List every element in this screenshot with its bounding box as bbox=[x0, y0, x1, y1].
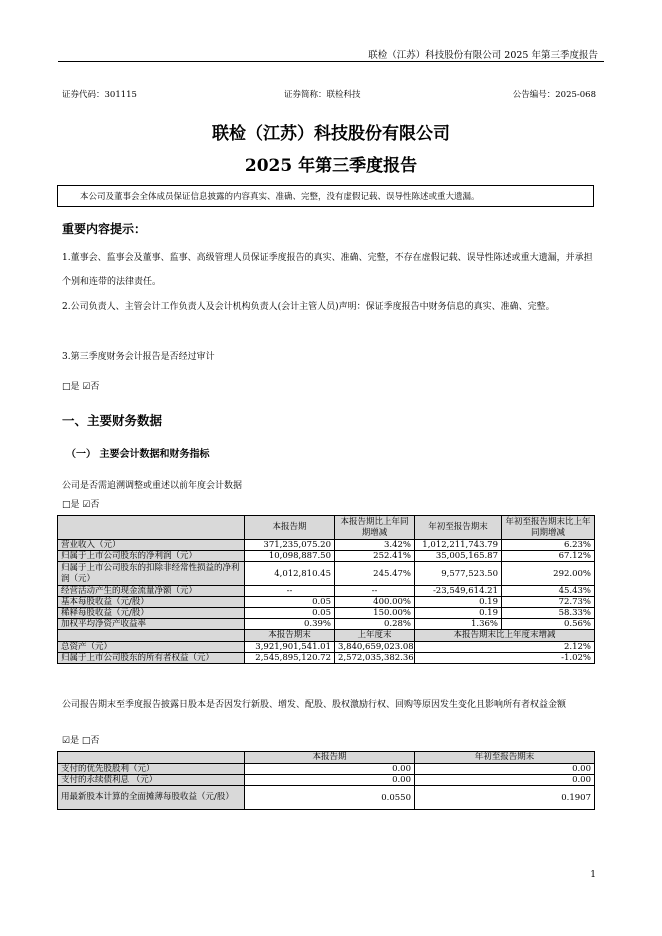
table-header-cell: 年初至报告期末 bbox=[415, 516, 502, 540]
table-header-row bbox=[58, 752, 595, 764]
table-cell: 0.05 bbox=[245, 608, 335, 619]
row-label: 归属于上市公司股东的所有者权益（元） bbox=[58, 653, 245, 664]
table-cell: 10,098,887.50 bbox=[245, 551, 335, 562]
table-header-cell: 本报告期 bbox=[245, 516, 335, 540]
table-cell: -1.02% bbox=[415, 653, 595, 664]
table-header-row bbox=[58, 516, 595, 540]
row-label: 归属于上市公司股东的扣除非经常性损益的净利润（元） bbox=[58, 562, 245, 586]
table-header-cell bbox=[58, 516, 245, 540]
financial-data-table bbox=[57, 515, 595, 664]
table-cell: 252.41% bbox=[335, 551, 415, 562]
table-cell: 0.19 bbox=[415, 597, 502, 608]
item-3: 3.第三季度财务会计报告是否经过审计 bbox=[62, 352, 215, 362]
table-cell: 0.0550 bbox=[245, 786, 415, 810]
table-cell: 2,572,035,382.36 bbox=[335, 653, 415, 664]
table-header-cell: 年初至报告期末比上年同期增减 bbox=[502, 516, 595, 540]
row-label: 归属于上市公司股东的净利润（元） bbox=[58, 551, 245, 562]
audit-choice: □是 ☑否 bbox=[62, 382, 100, 392]
table-cell: 9,577,523.50 bbox=[415, 562, 502, 586]
table-cell: 6.23% bbox=[502, 540, 595, 551]
table-cell: -23,549,614.21 bbox=[415, 586, 502, 597]
table-row bbox=[58, 775, 595, 786]
table-cell: -- bbox=[335, 586, 415, 597]
table-row bbox=[58, 551, 595, 562]
row-label: 支付的优先股股利（元） bbox=[58, 764, 245, 775]
table-cell: 67.12% bbox=[502, 551, 595, 562]
table-cell: 45.43% bbox=[502, 586, 595, 597]
table-row bbox=[58, 586, 595, 597]
table-cell: 0.00 bbox=[415, 775, 595, 786]
company-title: 联检（江苏）科技股份有限公司 bbox=[212, 124, 450, 144]
table-cell: 58.33% bbox=[502, 608, 595, 619]
table-row bbox=[58, 608, 595, 619]
table-header-cell: 本报告期 bbox=[245, 752, 415, 764]
item-2: 2.公司负责人、主管会计工作负责人及会计机构负责人(会计主管人员)声明：保证季度报告中财务信息的真实、准确、完整。 bbox=[62, 302, 555, 312]
table-cell: 4,012,810.45 bbox=[245, 562, 335, 586]
header-divider bbox=[58, 61, 604, 62]
table-cell: 0.39% bbox=[245, 619, 335, 630]
table-cell: 0.56% bbox=[502, 619, 595, 630]
table-cell: 72.73% bbox=[502, 597, 595, 608]
table-cell: 0.00 bbox=[415, 764, 595, 775]
row-label: 加权平均净资产收益率 bbox=[58, 619, 245, 630]
table-row bbox=[58, 764, 595, 775]
row-label: 基本每股收益（元/股） bbox=[58, 597, 245, 608]
table-cell: 3.42% bbox=[335, 540, 415, 551]
table-header-cell bbox=[58, 752, 245, 764]
row-label: 经营活动产生的现金流量净额（元） bbox=[58, 586, 245, 597]
table-cell: 2,545,895,120.72 bbox=[245, 653, 335, 664]
restate-question: 公司是否需追溯调整或重述以前年度会计数据 bbox=[62, 481, 243, 491]
page-number: 1 bbox=[590, 870, 596, 880]
row-label: 总资产（元） bbox=[58, 642, 245, 653]
table-row bbox=[58, 642, 595, 653]
row-label: 营业收入（元） bbox=[58, 540, 245, 551]
capital-change-choice: ☑是 □否 bbox=[62, 736, 100, 746]
table-cell: 3,840,659,023.08 bbox=[335, 642, 415, 653]
table-header-cell: 本报告期末比上年度末增减 bbox=[415, 630, 595, 642]
stock-code: 证券代码：301115 bbox=[62, 90, 137, 100]
row-label: 用最新股本计算的全面摊薄每股收益（元/股） bbox=[58, 786, 245, 810]
subsection-title: （一） 主要会计数据和财务指标 bbox=[66, 449, 210, 460]
important-heading: 重要内容提示： bbox=[62, 222, 147, 236]
section-title: 一、主要财务数据 bbox=[62, 413, 163, 428]
table-header-cell bbox=[58, 630, 245, 642]
table-cell: 400.00% bbox=[335, 597, 415, 608]
row-label: 支付的永续债利息 （元） bbox=[58, 775, 245, 786]
stock-name: 证券简称：联检科技 bbox=[284, 90, 361, 100]
table-cell: 0.05 bbox=[245, 597, 335, 608]
table-row bbox=[58, 619, 595, 630]
item-1: 1.董事会、监事会及董事、监事、高级管理人员保证季度报告的真实、准确、完整，不存在虚假记载、误导性陈述或重大遗漏，并承担个别和连带的法律责任。 bbox=[62, 253, 593, 287]
table-cell: 1,012,211,743.79 bbox=[415, 540, 502, 551]
table-header-cell: 本报告期末 bbox=[245, 630, 335, 642]
table-header-cell: 年初至报告期末 bbox=[415, 752, 595, 764]
table-header-cell: 本报告期比上年同期增减 bbox=[335, 516, 415, 540]
disclaimer-notice: 本公司及董事会全体成员保证信息披露的内容真实、准确、完整，没有虚假记载、误导性陈述或重大遗漏。 bbox=[57, 185, 594, 207]
running-header: 联检（江苏）科技股份有限公司 2025 年第三季度报告 bbox=[368, 50, 598, 61]
restate-choice: □是 ☑否 bbox=[62, 500, 100, 510]
capital-change-question: 公司报告期末至季度报告披露日股本是否因发行新股、增发、配股、股权激励行权、回购等原因发生变化且影响所有者权益金额 bbox=[62, 700, 567, 710]
table-row bbox=[58, 653, 595, 664]
table-cell: 292.00% bbox=[502, 562, 595, 586]
table-cell: -- bbox=[245, 586, 335, 597]
table-cell: 0.00 bbox=[245, 764, 415, 775]
eps-table bbox=[57, 751, 595, 810]
table-cell: 35,005,165.87 bbox=[415, 551, 502, 562]
table-header-row bbox=[58, 630, 595, 642]
table-row bbox=[58, 562, 595, 586]
table-cell: 0.00 bbox=[245, 775, 415, 786]
table-cell: 371,235,075.20 bbox=[245, 540, 335, 551]
table-cell: 0.28% bbox=[335, 619, 415, 630]
table-cell: 0.1907 bbox=[415, 786, 595, 810]
table-cell: 245.47% bbox=[335, 562, 415, 586]
announcement-number: 公告编号：2025-068 bbox=[512, 90, 596, 100]
table-cell: 2.12% bbox=[415, 642, 595, 653]
table-row bbox=[58, 597, 595, 608]
table-header-cell: 上年度末 bbox=[335, 630, 415, 642]
table-cell: 3,921,901,541.01 bbox=[245, 642, 335, 653]
table-row bbox=[58, 786, 595, 810]
table-cell: 0.19 bbox=[415, 608, 502, 619]
table-row bbox=[58, 540, 595, 551]
table-cell: 150.00% bbox=[335, 608, 415, 619]
row-label: 稀释每股收益（元/股） bbox=[58, 608, 245, 619]
report-title: 2025 年第三季度报告 bbox=[244, 156, 418, 176]
table-cell: 1.36% bbox=[415, 619, 502, 630]
